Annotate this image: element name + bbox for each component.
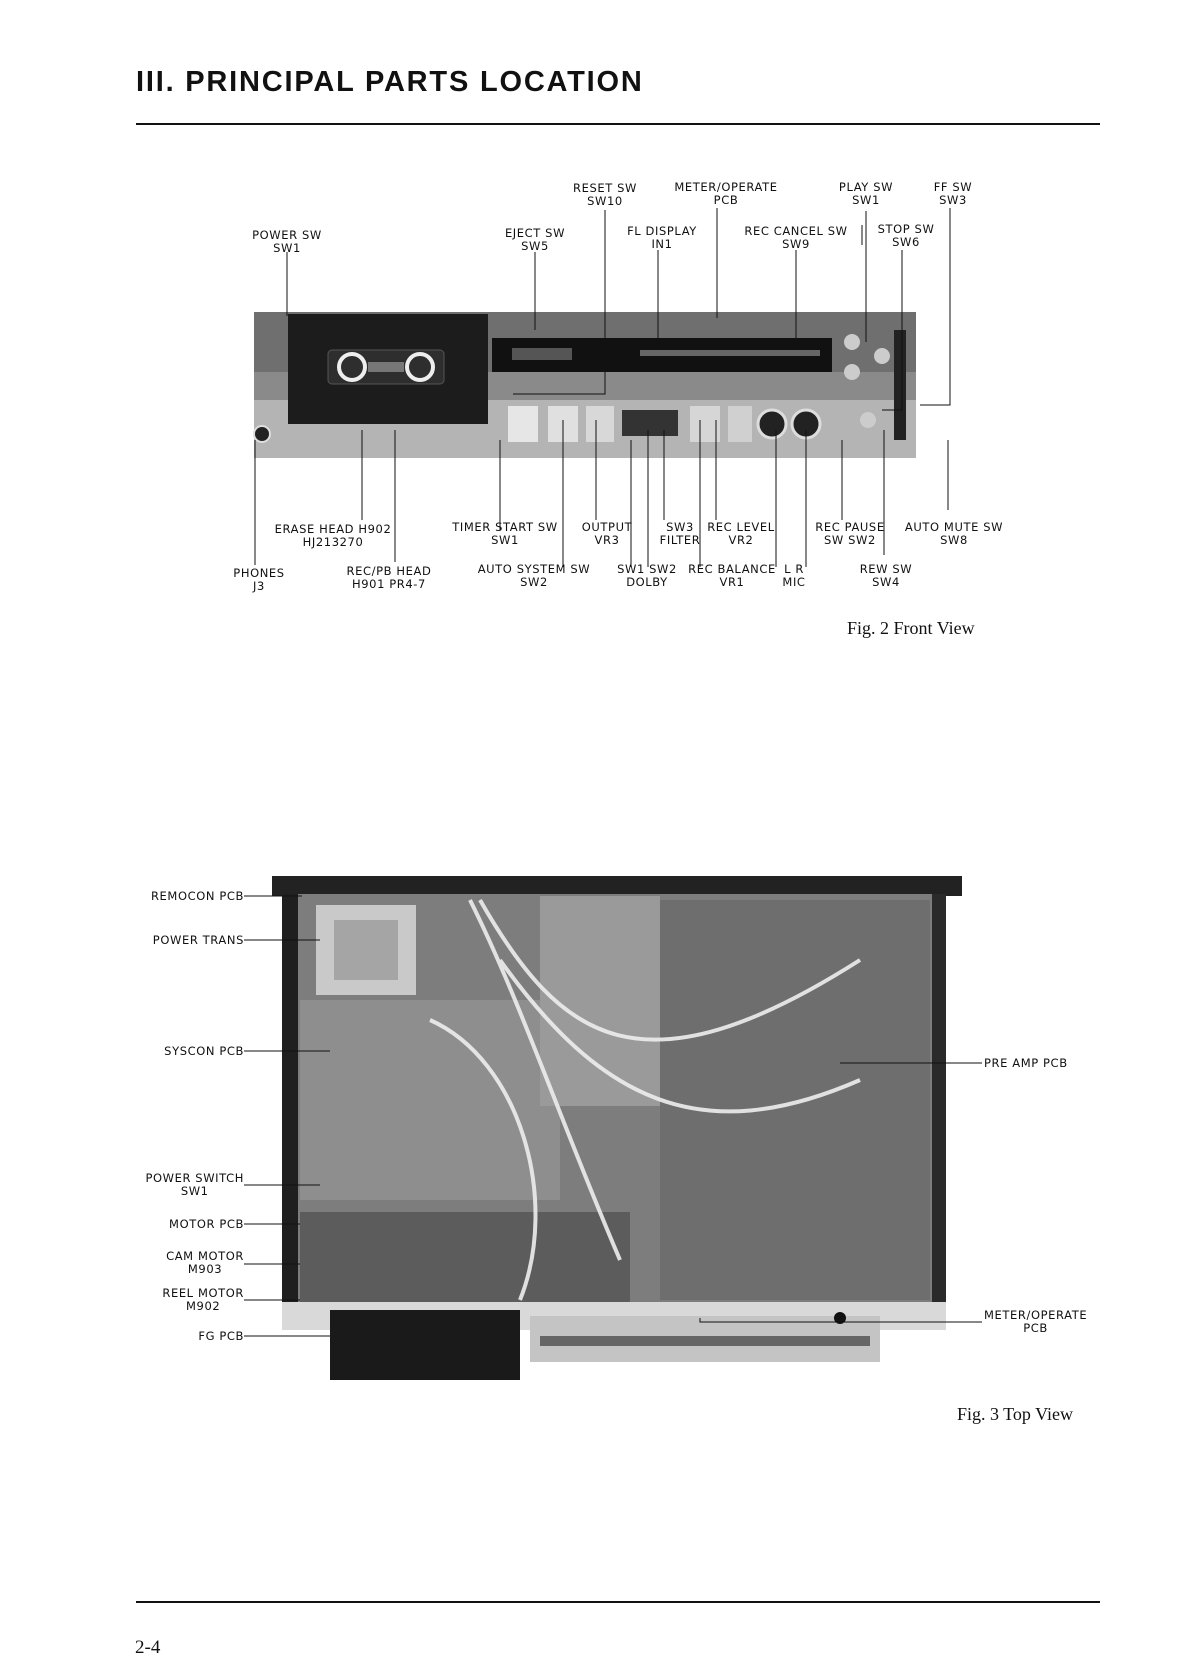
label-fg-pcb: FG PCB xyxy=(198,1329,244,1343)
label-pre-amp-pcb: PRE AMP PCB xyxy=(984,1056,1068,1070)
label-auto-system-sw: AUTO SYSTEM SW SW2 xyxy=(477,562,591,589)
label-remocon-pcb: REMOCON PCB xyxy=(150,889,244,903)
fg-pcb-block xyxy=(330,1310,520,1380)
label-meter-operate-pcb-top: METER/OPERATE PCB xyxy=(984,1308,1088,1335)
figure-2-caption: Fig. 2 Front View xyxy=(847,618,975,638)
label-rec-pb-head: REC/PB HEAD H901 PR4-7 xyxy=(346,564,432,591)
pre-amp-board xyxy=(660,900,930,1300)
figure-3-caption: Fig. 3 Top View xyxy=(957,1404,1074,1424)
page-number: 2-4 xyxy=(135,1637,161,1658)
label-output: OUTPUT VR3 xyxy=(581,520,633,547)
label-fl-display: FL DISPLAY IN1 xyxy=(627,224,697,251)
label-syscon-pcb: SYSCON PCB xyxy=(164,1044,244,1058)
label-eject-sw: EJECT SW SW5 xyxy=(504,226,566,253)
meter-operate-strip xyxy=(540,1336,870,1346)
label-phones: PHONES J3 xyxy=(233,566,285,593)
label-reel-motor: REEL MOTOR M902 xyxy=(162,1286,244,1313)
label-auto-mute-sw: AUTO MUTE SW SW8 xyxy=(904,520,1004,547)
label-power-switch: POWER SWITCH SW1 xyxy=(145,1171,244,1198)
label-cam-motor: CAM MOTOR M903 xyxy=(166,1249,244,1276)
label-ff-sw: FF SW SW3 xyxy=(933,180,973,207)
transformer-core xyxy=(334,920,398,980)
label-power-sw: POWER SW SW1 xyxy=(252,228,322,255)
label-rec-level: REC LEVEL VR2 xyxy=(707,520,775,547)
label-stop-sw: STOP SW SW6 xyxy=(877,222,935,249)
label-dolby: SW1 SW2 DOLBY xyxy=(617,562,677,589)
label-sw3-filter: SW3 FILTER xyxy=(659,520,701,547)
label-play-sw: PLAY SW SW1 xyxy=(838,180,894,207)
chassis-right-rail xyxy=(932,894,946,1330)
motor-pcb xyxy=(300,1212,630,1302)
label-rec-pause-sw: REC PAUSE SW SW2 xyxy=(815,520,885,547)
label-erase-head: ERASE HEAD H902 HJ213270 xyxy=(274,522,392,549)
chassis-left-rail xyxy=(282,894,298,1330)
page-title: III. PRINCIPAL PARTS LOCATION xyxy=(136,66,644,98)
syscon-board xyxy=(300,1000,560,1200)
label-meter-operate-pcb-front: METER/OPERATE PCB xyxy=(674,180,778,207)
label-rec-cancel-sw: REC CANCEL SW SW9 xyxy=(744,224,848,251)
label-power-trans: POWER TRANS xyxy=(152,933,244,947)
label-mic: L R MIC xyxy=(782,562,806,589)
label-rew-sw: REW SW SW4 xyxy=(859,562,913,589)
label-motor-pcb: MOTOR PCB xyxy=(169,1217,244,1231)
chassis-top-lip xyxy=(272,876,962,896)
label-rec-balance: REC BALANCE VR1 xyxy=(688,562,776,589)
label-reset-sw: RESET SW SW10 xyxy=(573,181,637,208)
label-timer-start-sw: TIMER START SW SW1 xyxy=(452,520,558,547)
